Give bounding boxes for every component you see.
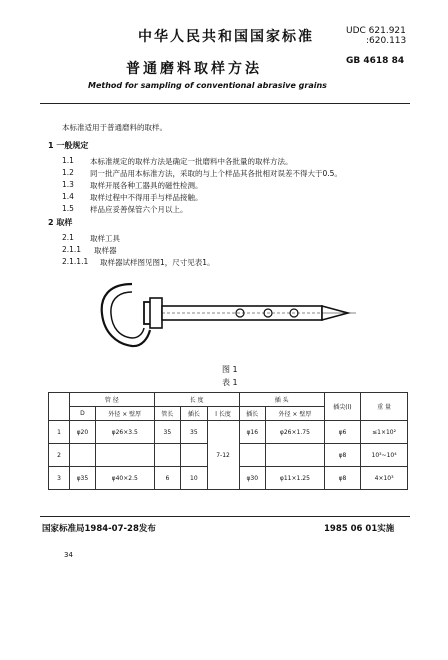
col-group-tip: 插尖(l)	[324, 393, 360, 421]
table-cell: 10	[181, 467, 207, 490]
col-head: 外径 × 壁厚	[265, 407, 324, 421]
item-text: 取样工具	[90, 234, 120, 243]
udc-code: UDC 621.921	[346, 26, 406, 36]
col-head: 外径 × 壁厚	[95, 407, 154, 421]
collar-flange	[150, 298, 162, 328]
col-group-weight: 重 量	[361, 393, 408, 421]
section2-heading: 2 取样	[48, 218, 73, 227]
section1-heading: 1 一般规定	[48, 141, 89, 150]
table-cell	[70, 444, 96, 467]
table-cell: 6	[154, 467, 180, 490]
col-group-pipe: 管 径	[70, 393, 155, 407]
table-cell: φ6	[324, 421, 360, 444]
col-head: D	[70, 407, 96, 421]
table-cell	[154, 444, 180, 467]
english-title: Method for sampling of conventional abrasive grains	[88, 81, 327, 90]
table-cell: φ40×2.5	[95, 467, 154, 490]
item-number: 1.5	[62, 204, 74, 213]
table-cell	[181, 444, 207, 467]
table-cell: φ11×1.25	[265, 467, 324, 490]
item-text: 取样器	[94, 246, 117, 255]
table-cell: 10³~10⁴	[361, 444, 408, 467]
col-head: 插长	[239, 407, 265, 421]
table-cell: φ35	[70, 467, 96, 490]
footer-rule	[40, 516, 410, 517]
table-cell: φ8	[324, 467, 360, 490]
col-head: 插长	[181, 407, 207, 421]
intro-text: 本标准适用于普通磨料的取样。	[62, 123, 167, 132]
item-number: 2.1	[62, 233, 74, 242]
figure-caption: 图 1	[222, 365, 238, 374]
dimension-table	[48, 392, 408, 490]
item-text: 本标准规定的取样方法是确定一批磨料中各批量的取样方法。	[90, 157, 293, 166]
col-group-length: 长 度	[154, 393, 239, 407]
item-text: 取样器试样图见图1，尺寸见表1。	[100, 258, 215, 267]
item-number: 1.3	[62, 180, 74, 189]
item-number: 1.4	[62, 192, 74, 201]
table-cell	[239, 444, 265, 467]
standard-number: GB 4618 84	[346, 56, 405, 66]
table-cell: 35	[181, 421, 207, 444]
item-number: 2.1.1	[62, 245, 82, 254]
table-cell: φ26×3.5	[95, 421, 154, 444]
table-cell	[95, 444, 154, 467]
table-cell: 2	[49, 444, 70, 467]
udc-code-continuation: :620.113	[366, 36, 407, 46]
col-head: 管长	[154, 407, 180, 421]
item-number: 1.1	[62, 156, 74, 165]
table-cell: ≤1×10²	[361, 421, 408, 444]
item-number: 1.2	[62, 168, 74, 177]
item-text: 样品应妥善保管六个月以上。	[90, 205, 188, 214]
table-cell: φ26×1.75	[265, 421, 324, 444]
table-row	[49, 421, 408, 444]
item-number: 2.1.1.1	[62, 257, 89, 266]
table-cell: 7-12	[207, 421, 239, 490]
table-caption: 表 1	[222, 378, 238, 387]
col-index	[49, 393, 70, 421]
effective-date: 1985 06 01实施	[324, 524, 395, 534]
table-cell: 35	[154, 421, 180, 444]
national-standard-title: 中华人民共和国国家标准	[138, 29, 314, 45]
table-cell: 4×10³	[361, 467, 408, 490]
handle-ring	[102, 284, 150, 346]
table-cell	[265, 444, 324, 467]
page-number: 34	[64, 551, 73, 559]
item-text: 取样开展各种工器具的磁性检测。	[90, 181, 203, 190]
table-cell: φ20	[70, 421, 96, 444]
table-cell: φ30	[239, 467, 265, 490]
item-text: 同一批产品用本标准方法，采取的与上个样品其各批相对误差不得大于0.5。	[90, 169, 342, 178]
table-cell: 3	[49, 467, 70, 490]
issue-date: 国家标准局1984-07-28发布	[42, 524, 156, 534]
item-text: 取样过程中不得用手与样品接触。	[90, 193, 203, 202]
col-head: l 长度	[207, 407, 239, 421]
sampler-drawing	[90, 274, 360, 360]
header-rule	[40, 103, 410, 104]
document-title: 普通磨料取样方法	[126, 61, 262, 77]
table-cell: 1	[49, 421, 70, 444]
col-group-plug: 插 头	[239, 393, 324, 407]
table-cell: φ8	[324, 444, 360, 467]
table-cell: φ16	[239, 421, 265, 444]
